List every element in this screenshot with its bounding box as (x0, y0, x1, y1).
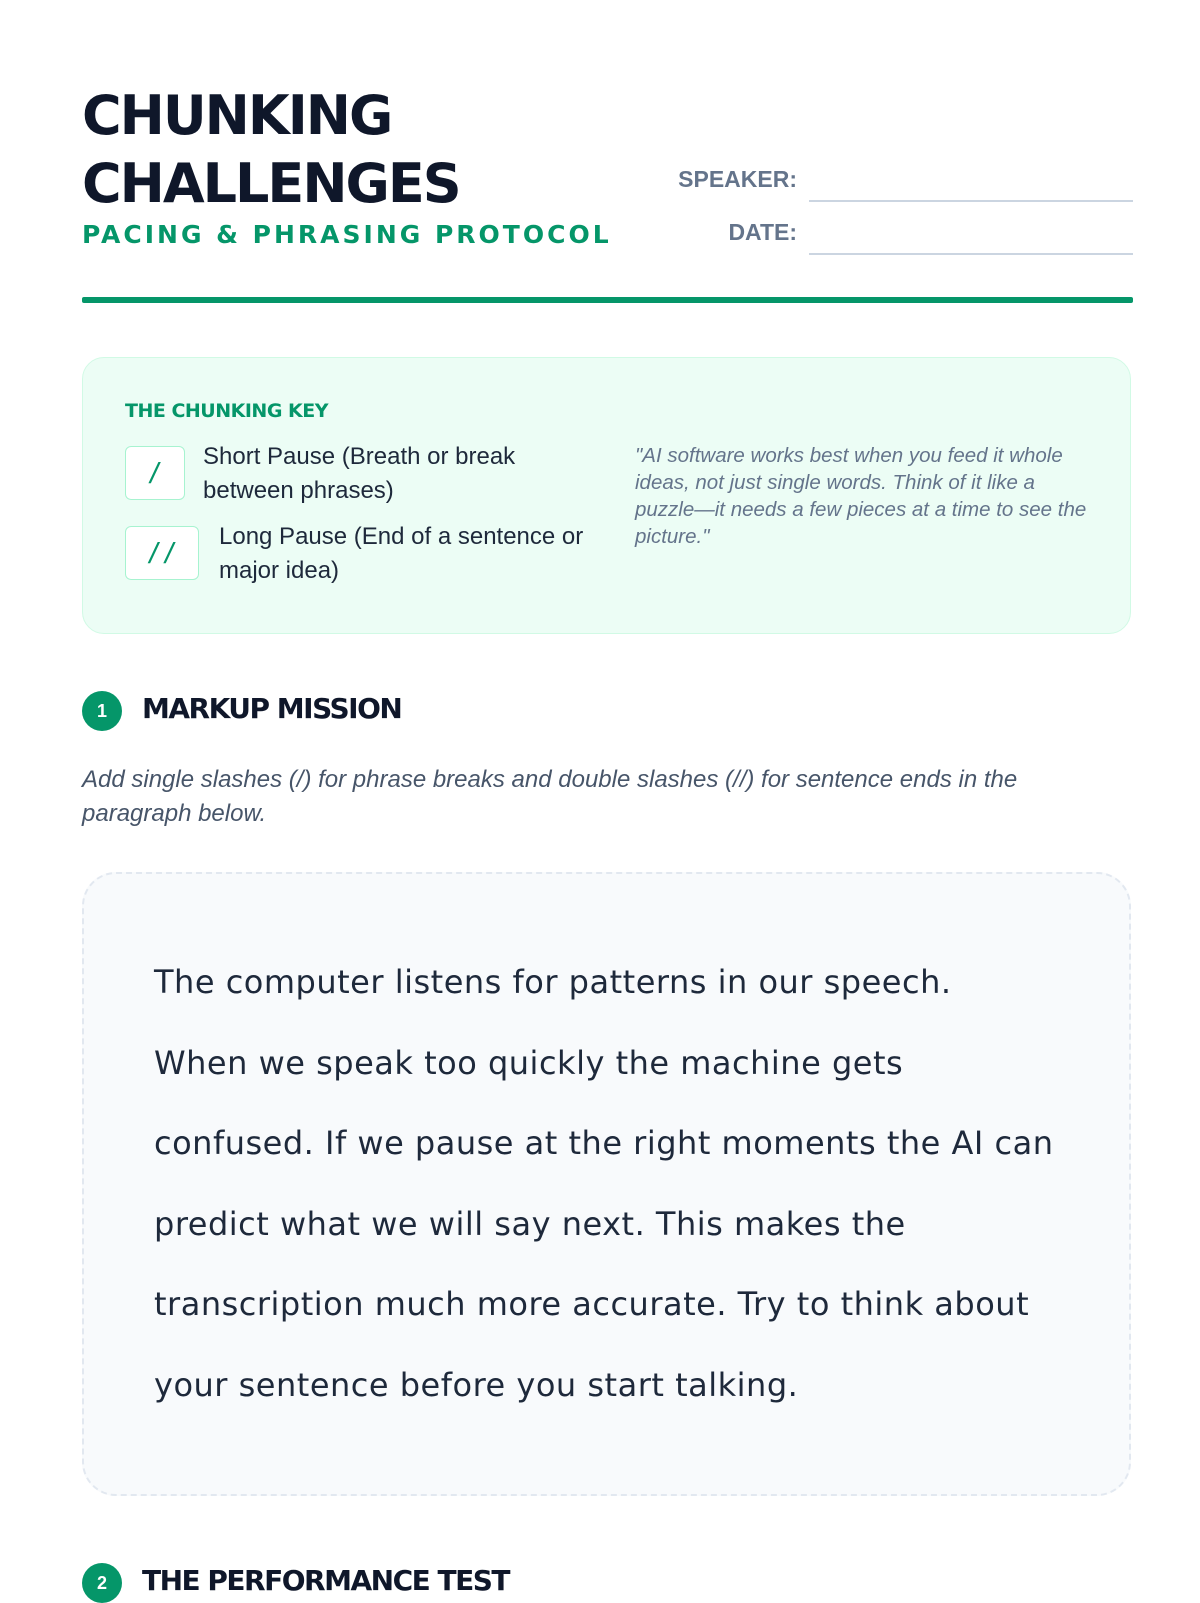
passage-box[interactable] (82, 872, 1131, 1496)
section-2-number-badge: 2 (82, 1563, 122, 1603)
long-pause-symbol: // (125, 526, 199, 580)
chunking-key-panel (82, 357, 1131, 634)
speaker-label: SPEAKER: (678, 166, 797, 192)
title-line-1: CHUNKING (82, 84, 392, 147)
markup-instructions: Add single slashes (/) for phrase breaks and double slashes (//) for sentence ends in the paragraph below. (82, 766, 1018, 827)
date-field[interactable] (809, 253, 1133, 255)
section-2-title: THE PERFORMANCE TEST (142, 1564, 509, 1597)
key-heading: THE CHUNKING KEY (125, 400, 328, 422)
section-1-title: MARKUP MISSION (142, 692, 402, 725)
date-label: DATE: (728, 219, 797, 245)
short-pause-description: Short Pause (Breath or break between phrases) (203, 443, 516, 504)
long-pause-description: Long Pause (End of a sentence or major idea) (219, 523, 584, 584)
page-subtitle: PACING & PHRASING PROTOCOL (82, 220, 612, 249)
speaker-field[interactable] (809, 200, 1133, 202)
passage-text: The computer listens for patterns in our speech. When we speak too quickly the machine gets confused. If we pause at the right moments the AI can predict what we will say next. This makes the transcription much more accurate. Try to think about your sentence before you start talking. (154, 963, 1054, 1404)
short-pause-symbol: / (125, 446, 185, 500)
section-1-number-badge: 1 (82, 691, 122, 731)
page-title (82, 82, 460, 218)
title-line-2: CHALLENGES (82, 152, 460, 215)
key-quote: "AI software works best when you feed it whole ideas, not just single words. Think of it like a puzzle—it needs a few pieces at a time to see the picture." (635, 444, 1087, 548)
header-divider (82, 297, 1133, 303)
